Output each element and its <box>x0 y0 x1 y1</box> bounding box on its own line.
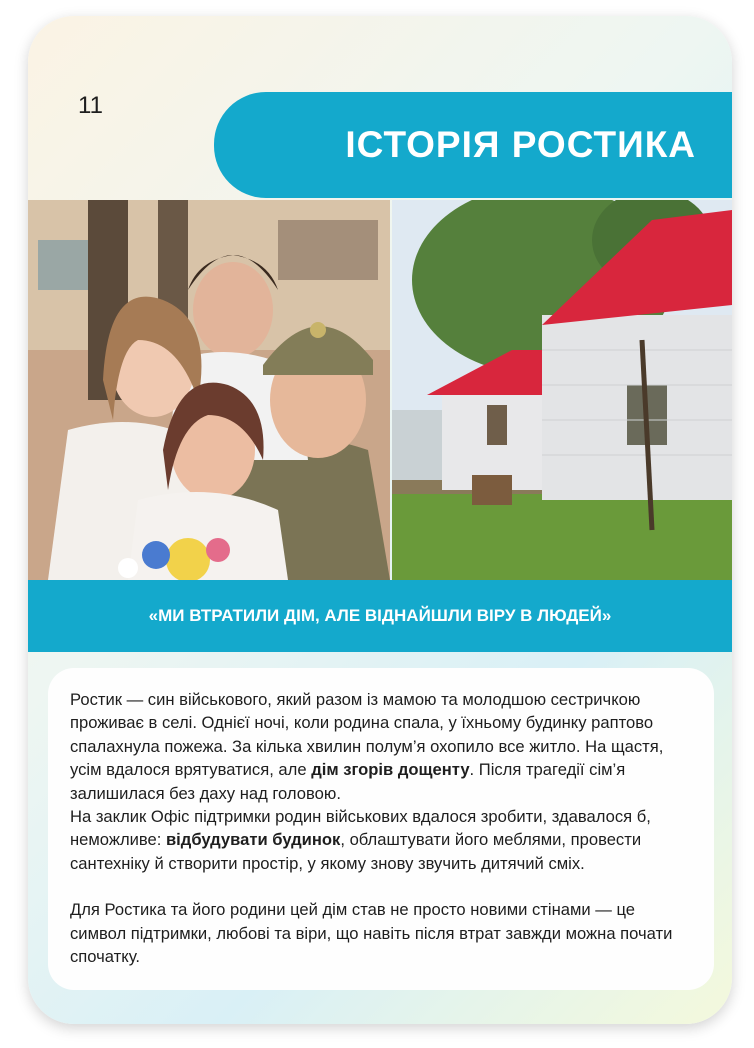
story-text: , облаштувати його меблями, провести сантехніку й створити простір, у якому знову звучить дитячий сміх. <box>70 830 642 873</box>
story-text: Ростик — син військового, який разом із мамою та молодшою сестричкою проживає в селі. Однієї ночі, коли родина спала, у їхньому будинку раптово спалахнула пожежа. За кілька хвилин полум’я охопило все житло. На щастя, усім вдалося врятуватися, але <box>70 690 664 780</box>
story-text: На заклик Офіс підтримки родин військових вдалося зробити, здавалося б, неможливе: <box>70 807 651 850</box>
quote-banner <box>28 580 732 652</box>
page-number: 11 <box>78 92 103 119</box>
story-highlight: дім згорів дощенту <box>311 760 470 780</box>
title-banner <box>214 92 732 198</box>
story-paragraph-3: Для Ростика та його родини цей дім став не просто новими стінами — це символ підтримки, любові та віри, що навіть після втрат завжди можна почати спочатку. <box>70 900 673 967</box>
story-paragraph-2 <box>70 805 692 875</box>
page-card <box>28 16 732 1024</box>
story-text-box <box>48 668 714 990</box>
story-text: . Після трагедії сім’я залишилася без даху над головою. <box>70 760 626 803</box>
story-paragraph-1 <box>70 688 692 805</box>
family-photo <box>28 200 390 580</box>
quote-text: «МИ ВТРАТИЛИ ДІМ, АЛЕ ВІДНАЙШЛИ ВІРУ В ЛЮДЕЙ» <box>148 606 612 625</box>
house-photo <box>392 200 732 580</box>
story-highlight: відбудувати будинок <box>165 830 341 850</box>
page-title: ІСТОРІЯ РОСТИКА <box>345 124 696 165</box>
